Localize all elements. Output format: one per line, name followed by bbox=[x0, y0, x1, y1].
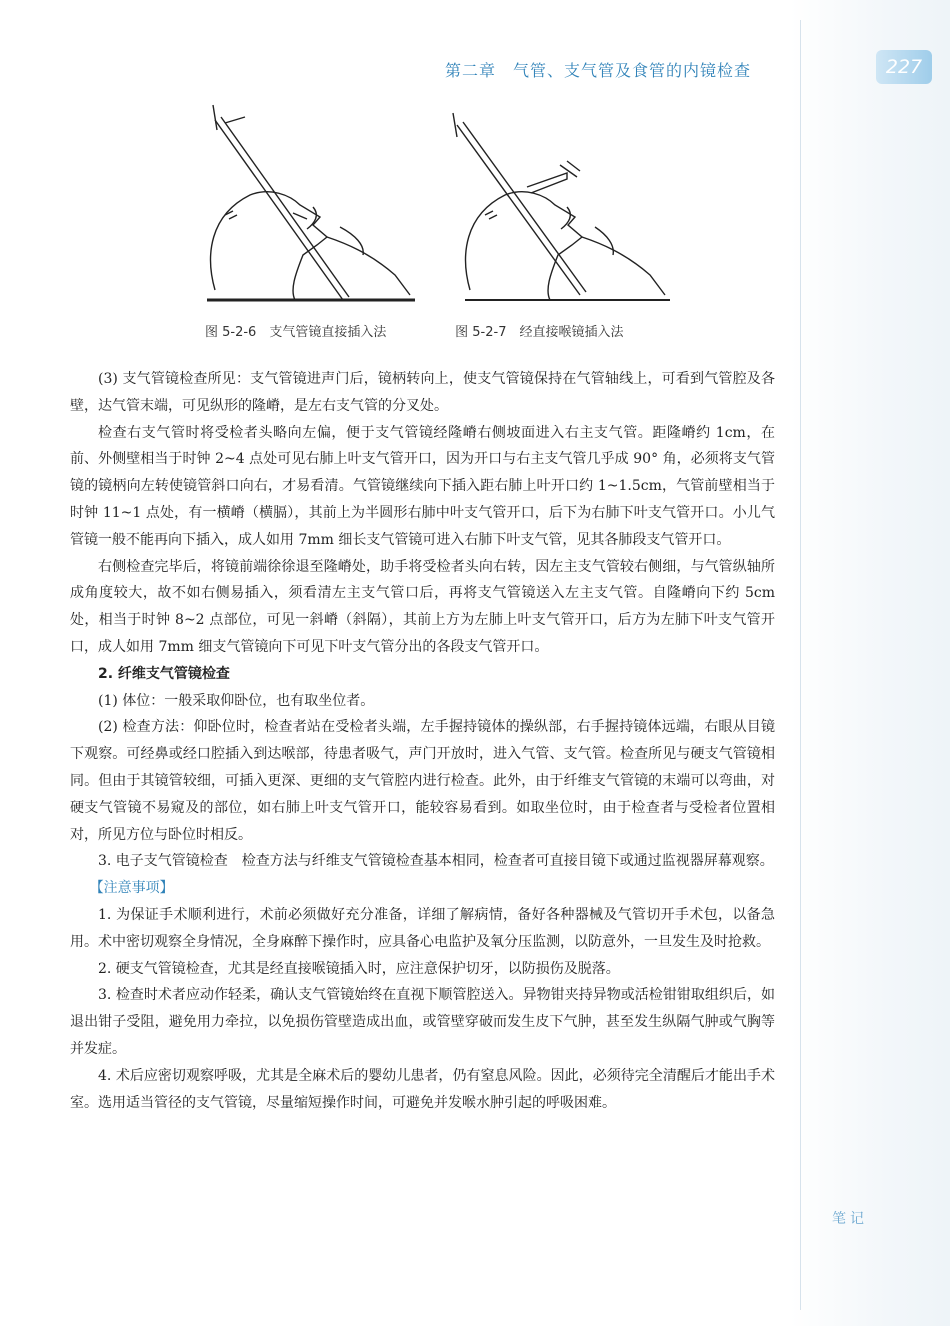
paragraph-electronic: 3. 电子支气管镜检查 检查方法与纤维支气管镜检查基本相同，检查者可直接目镜下或通过监视器屏幕观察。 bbox=[98, 853, 774, 870]
figure-caption-5-2-7: 图 5-2-7 经直接喉镜插入法 bbox=[455, 325, 624, 340]
figure-illustrations bbox=[195, 95, 675, 315]
section-heading-fiber: 2. 纤维支气管镜检查 bbox=[98, 665, 230, 682]
notes-label: 笔记 bbox=[832, 1211, 868, 1227]
figure-captions bbox=[205, 321, 623, 340]
notice-heading: 【注意事项】 bbox=[89, 880, 174, 897]
notice-item-2: 2. 硬支气管镜检查，尤其是经直接喉镜插入时，应注意保护切牙，以防损伤及脱落。 bbox=[98, 960, 620, 977]
paragraph-findings: (3) 支气管镜检查所见：支气管镜进声门后，镜柄转向上，使支气管镜保持在气管轴线上，可看到气管腔及各壁，达气管末端，可见纵形的隆嵴，是左右支气管的分叉处。 bbox=[70, 371, 775, 414]
body-text bbox=[70, 366, 775, 1116]
page-number: 227 bbox=[876, 50, 932, 84]
figure-5-2-7-drawing bbox=[453, 113, 670, 300]
chapter-header: 第二章 气管、支气管及食管的内镜检查 bbox=[445, 61, 752, 80]
figure-5-2-6-drawing bbox=[207, 105, 415, 300]
margin-rule bbox=[800, 20, 801, 1310]
bronchoscopy-insertion-illustrations bbox=[195, 95, 675, 315]
paragraph-position: (1) 体位：一般采取仰卧位，也有取坐位者。 bbox=[98, 692, 375, 709]
paragraph-method: (2) 检查方法：仰卧位时，检查者站在受检者头端，左手握持镜体的操纵部，右手握持镜体远端，右眼从目镜下观察。可经鼻或经口腔插入到达喉部，待患者吸气，声门开放时，进入气管、支气管。检查所见与硬支气管镜相同。但由于其镜管较细，可插入更深、更细的支气管腔内进行检查。此外，由于纤维支气管镜的末端可以弯曲，对硬支气管镜不易窥及的部位，如右肺上叶支气管开口，能较容易看到。如取坐位时，由于检查者与受检者位置相对，所见方位与卧位时相反。 bbox=[70, 719, 775, 843]
figure-caption-5-2-6: 图 5-2-6 支气管镜直接插入法 bbox=[205, 325, 387, 340]
paragraph-left-bronchus: 右侧检查完毕后，将镜前端徐徐退至隆嵴处，助手将受检者头向右转，因左主支气管较右侧细，与气管纵轴所成角度较大，故不如右侧易插入，须看清左主支气管口后，再将支气管镜送入左主支气管。自隆嵴向下约 5cm 处，相当于时钟 8~2 点部位，可见一斜嵴（斜隔），其前上方为左肺上叶支气管开口，后方为左肺下叶支气管开口，成人如用 7mm 细支气管镜向下可见下叶支气管分出的各段支气管开口。 bbox=[70, 558, 775, 655]
paragraph-right-bronchus: 检查右支气管时将受检者头略向左偏，便于支气管镜经隆嵴右侧坡面进入右主支气管。距隆嵴约 1cm，在前、外侧壁相当于时钟 2~4 点处可见右肺上叶支气管开口，因为开口与右主支气管几乎成 90° 角，必须将支气管镜的镜柄向左转使镜管斜口向右，才易看清。气管镜继续向下插入距右肺上叶开口约 1~1.5cm，气管前壁相当于时钟 11~1 点处，有一横嵴（横膈），其前上为半圆形右肺中叶支气管开口，后下为右肺下叶支气管开口。小儿气管镜一般不能再向下插入，成人如用 7mm 细长支气管镜可进入右肺下叶支气管，见其各肺段支气管开口。 bbox=[70, 424, 775, 548]
notice-item-1: 1. 为保证手术顺利进行，术前必须做好充分准备，详细了解病情，备好各种器械及气管切开手术包，以备急用。术中密切观察全身情况，全身麻醉下操作时，应具备心电监护及氧分压监测，以防意外，一旦发生及时抢救。 bbox=[70, 906, 775, 950]
notice-item-4: 4. 术后应密切观察呼吸，尤其是全麻术后的婴幼儿患者，仍有窒息风险。因此，必须待完全清醒后才能出手术室。选用适当管径的支气管镜，尽量缩短操作时间，可避免并发喉水肿引起的呼吸困难。 bbox=[70, 1067, 775, 1111]
notes-margin bbox=[790, 0, 950, 1326]
notice-item-3: 3. 检查时术者应动作轻柔，确认支气管镜始终在直视下顺管腔送入。异物钳夹持异物或活检钳钳取组织后，如退出钳子受阻，避免用力牵拉，以免损伤管壁造成出血，或管壁穿破而发生皮下气肿，甚至发生纵隔气肿或气胸等并发症。 bbox=[70, 987, 775, 1057]
